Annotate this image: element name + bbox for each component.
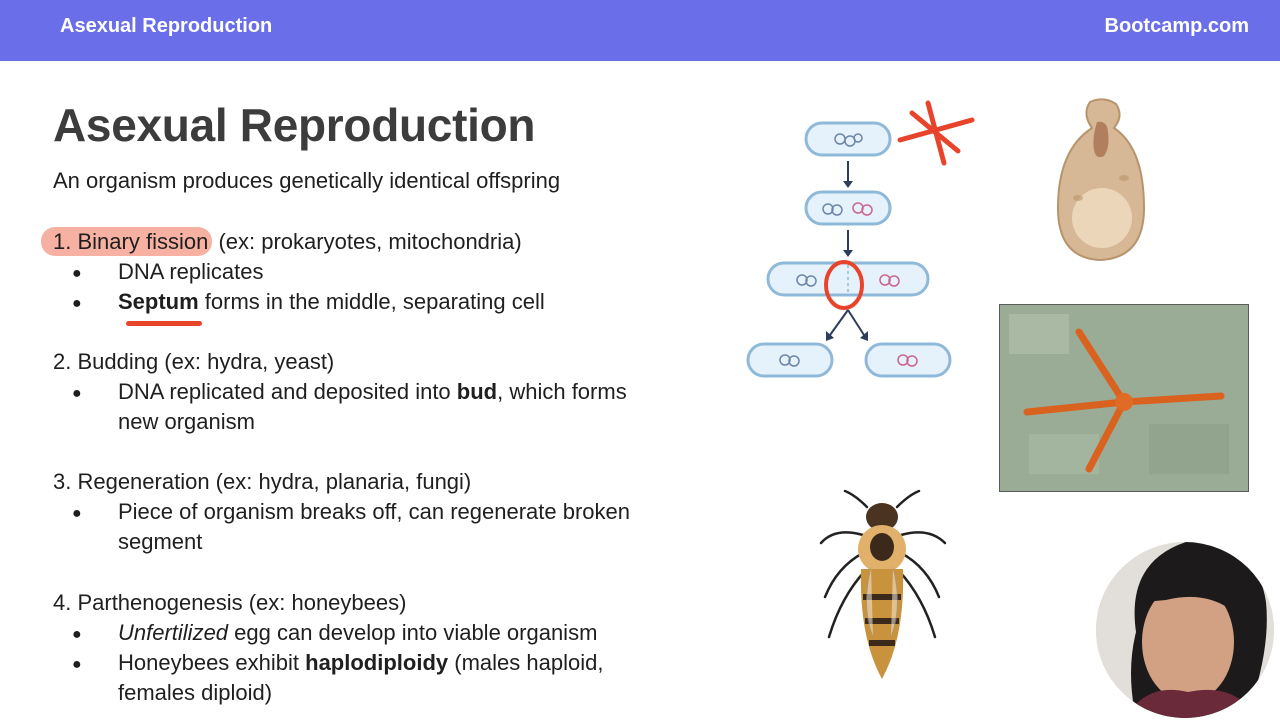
section-regeneration-heading: 3. Regeneration (ex: hydra, planaria, fungi) [53,469,472,494]
bullet-regeneration-line2: segment [118,529,203,554]
bullet-dot: ● [72,626,82,643]
slide-title: Asexual Reproduction [53,99,536,151]
bullet-dot: ● [72,505,82,522]
header-title: Asexual Reproduction [60,15,273,37]
septum-underline-mark [126,321,202,326]
header-bar [0,0,1280,61]
honeybee-image [815,487,950,682]
presenter-webcam [1096,542,1274,718]
highlight-binary-fission: 1. Binary fission [41,227,212,256]
section-budding-heading: 2. Budding (ex: hydra, yeast) [53,349,335,374]
slide-subtitle: An organism produces genetically identical offspring [53,168,561,193]
bullet-regeneration: Piece of organism breaks off, can regenerate broken [118,499,631,524]
asterisk-annotation [900,103,972,163]
yeast-budding-image [1052,98,1152,263]
bullet-dot: ● [72,265,82,282]
section-binary-fission-heading: 1. Binary fission (ex: prokaryotes, mitochondria) [53,229,522,255]
bullet-budding: DNA replicated and deposited into bud, which forms [118,379,627,404]
presenter-avatar [1096,542,1274,718]
bullet-septum: Septum forms in the middle, separating cell [118,289,545,314]
bullet-haplodiploidy-line2: females diploid) [118,680,273,705]
bullet-dot: ● [72,385,82,402]
binary-fission-diagram [740,95,990,385]
brand-name: Bootcamp.com [1104,15,1249,37]
replicating-cell [806,192,890,224]
bullet-dna-replicates: DNA replicates [118,259,264,284]
bullet-haplodiploidy: Honeybees exhibit haplodiploidy (males haploid, [118,650,604,675]
bullet-dot: ● [72,295,82,312]
starfish-regeneration-photo [999,304,1249,492]
bullet-budding-line2: new organism [118,409,255,434]
section-parthenogenesis-heading: 4. Parthenogenesis (ex: honeybees) [53,590,407,615]
bullet-unfertilized: Unfertilized egg can develop into viable organism [118,620,598,645]
parent-cell [806,123,890,155]
bullet-dot: ● [72,656,82,673]
